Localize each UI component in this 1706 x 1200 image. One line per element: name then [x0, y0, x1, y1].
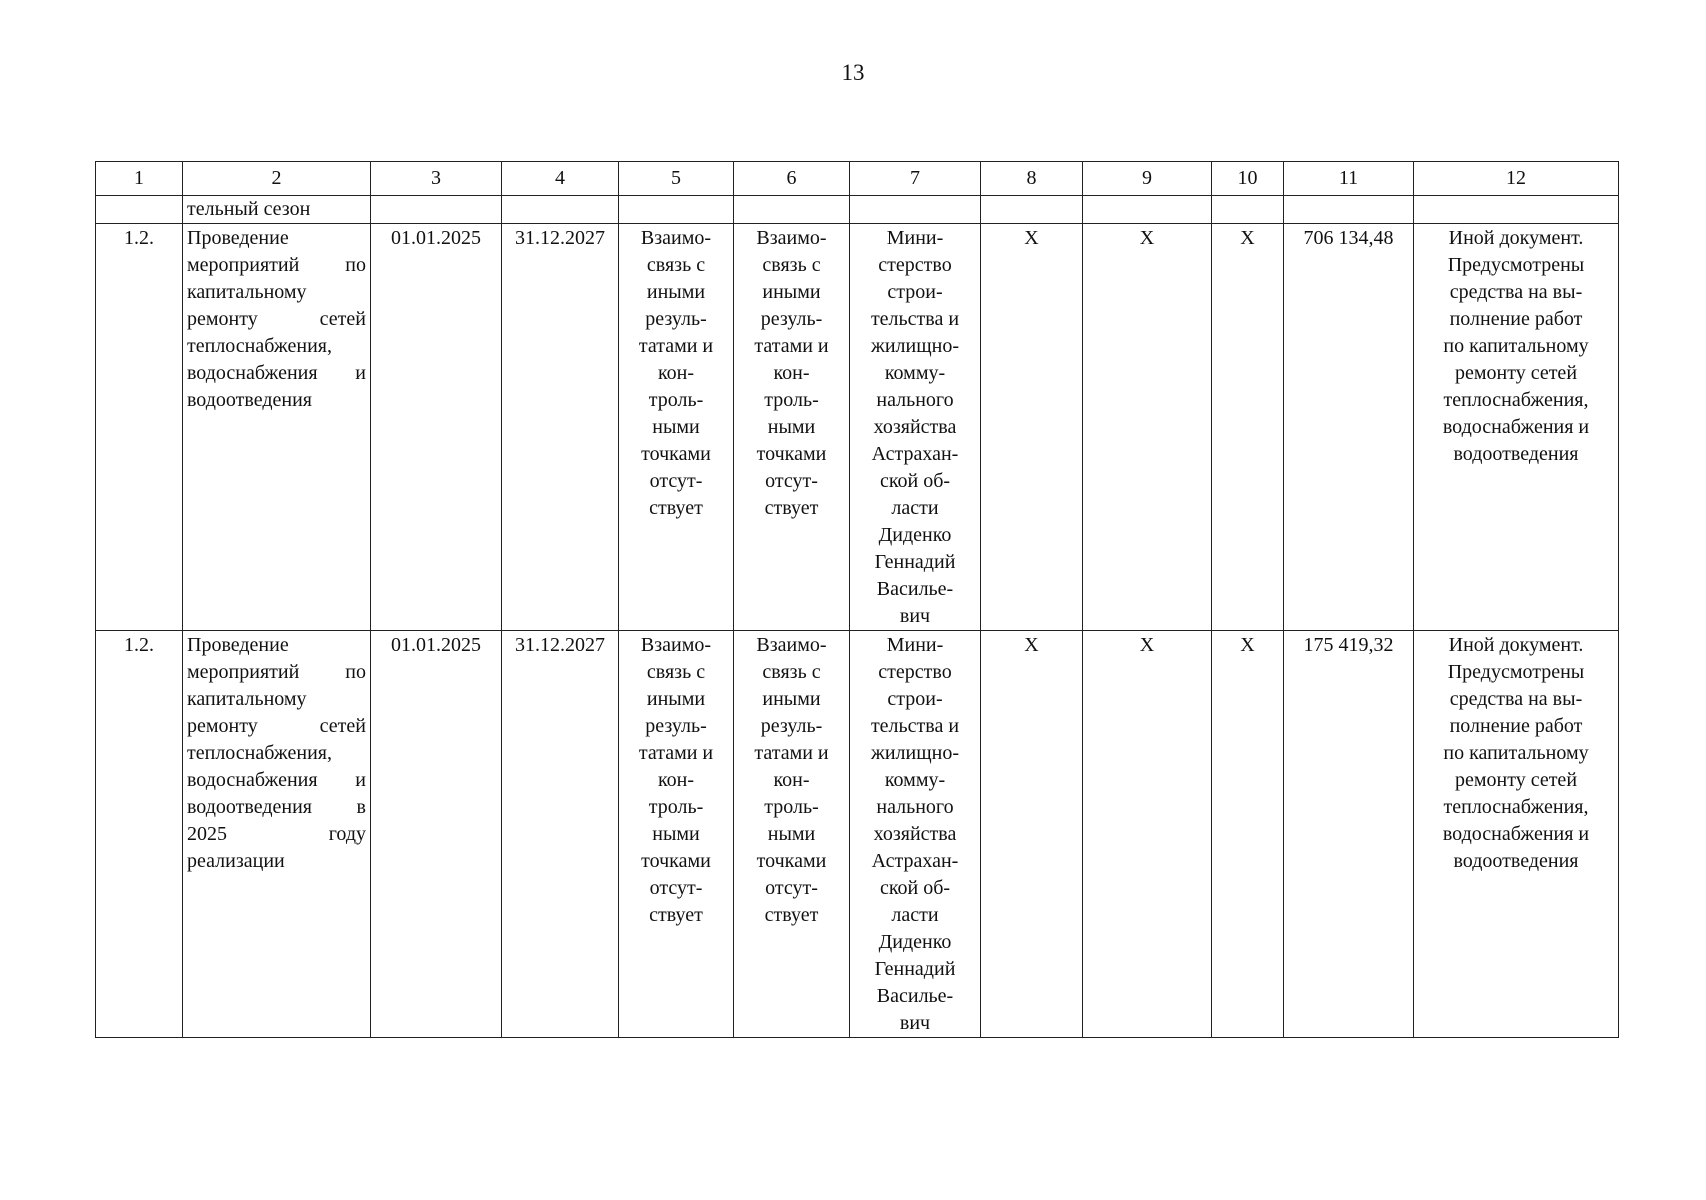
amount-cell: 706 134,48	[1284, 224, 1414, 631]
header-cell: 10	[1212, 162, 1284, 196]
end-date: 31.12.2027	[502, 224, 619, 631]
header-cell: 12	[1414, 162, 1619, 196]
header-cell: 1	[96, 162, 183, 196]
empty-cell	[371, 196, 502, 224]
table-row	[96, 631, 1619, 1038]
empty-cell	[619, 196, 734, 224]
activity-name: Проведение мероприятий по капитальному ремонту сетей теплоснабжения, водоснабжения и водоотведения	[183, 224, 371, 631]
mark-cell: X	[1212, 631, 1284, 1038]
row-number: 1.2.	[96, 631, 183, 1038]
carry-over-text: тельный сезон	[183, 196, 371, 224]
empty-cell	[502, 196, 619, 224]
mark-cell: X	[981, 631, 1083, 1038]
empty-cell	[1212, 196, 1284, 224]
relation-cell: Взаимо- связь с иными резуль- татами и кон- троль- ными точками отсут- ствует	[734, 631, 850, 1038]
empty-cell	[850, 196, 981, 224]
header-cell: 11	[1284, 162, 1414, 196]
responsible-cell: Мини- стерство строи- тельства и жилищно- комму- нального хозяйства Астрахан- ской об- ласти Диденко Геннадий Василье- вич	[850, 631, 981, 1038]
empty-cell	[734, 196, 850, 224]
start-date: 01.01.2025	[371, 631, 502, 1038]
start-date: 01.01.2025	[371, 224, 502, 631]
empty-cell	[1414, 196, 1619, 224]
relation-cell: Взаимо- связь с иными резуль- татами и кон- троль- ными точками отсут- ствует	[734, 224, 850, 631]
row-number: 1.2.	[96, 224, 183, 631]
header-cell: 6	[734, 162, 850, 196]
header-cell: 9	[1083, 162, 1212, 196]
empty-cell	[1284, 196, 1414, 224]
end-date: 31.12.2027	[502, 631, 619, 1038]
responsible-cell: Мини- стерство строи- тельства и жилищно- комму- нального хозяйства Астрахан- ской об- ласти Диденко Геннадий Василье- вич	[850, 224, 981, 631]
header-cell: 4	[502, 162, 619, 196]
amount-cell: 175 419,32	[1284, 631, 1414, 1038]
header-cell: 5	[619, 162, 734, 196]
mark-cell: X	[1083, 631, 1212, 1038]
activities-table	[95, 161, 1619, 1038]
activity-name: Проведение мероприятий по капитальному ремонту сетей теплоснабжения, водоснабжения и водоотведения в 2025 году реализации	[183, 631, 371, 1038]
table-row	[96, 224, 1619, 631]
empty-cell	[1083, 196, 1212, 224]
document-cell: Иной документ. Предусмотрены средства на вы- полнение работ по капитальному ремонту сетей теплоснабжения, водоснабжения и водоотведения	[1414, 224, 1619, 631]
document-cell: Иной документ. Предусмотрены средства на вы- полнение работ по капитальному ремонту сетей теплоснабжения, водоснабжения и водоотведения	[1414, 631, 1619, 1038]
header-cell: 2	[183, 162, 371, 196]
mark-cell: X	[1083, 224, 1212, 631]
relation-cell: Взаимо- связь с иными резуль- татами и кон- троль- ными точками отсут- ствует	[619, 224, 734, 631]
header-cell: 7	[850, 162, 981, 196]
mark-cell: X	[1212, 224, 1284, 631]
empty-cell	[96, 196, 183, 224]
page-number: 13	[841, 60, 865, 85]
mark-cell: X	[981, 224, 1083, 631]
table-header-row	[96, 162, 1619, 196]
header-cell: 8	[981, 162, 1083, 196]
empty-cell	[981, 196, 1083, 224]
header-cell: 3	[371, 162, 502, 196]
carry-over-row	[96, 196, 1619, 224]
relation-cell: Взаимо- связь с иными резуль- татами и кон- троль- ными точками отсут- ствует	[619, 631, 734, 1038]
